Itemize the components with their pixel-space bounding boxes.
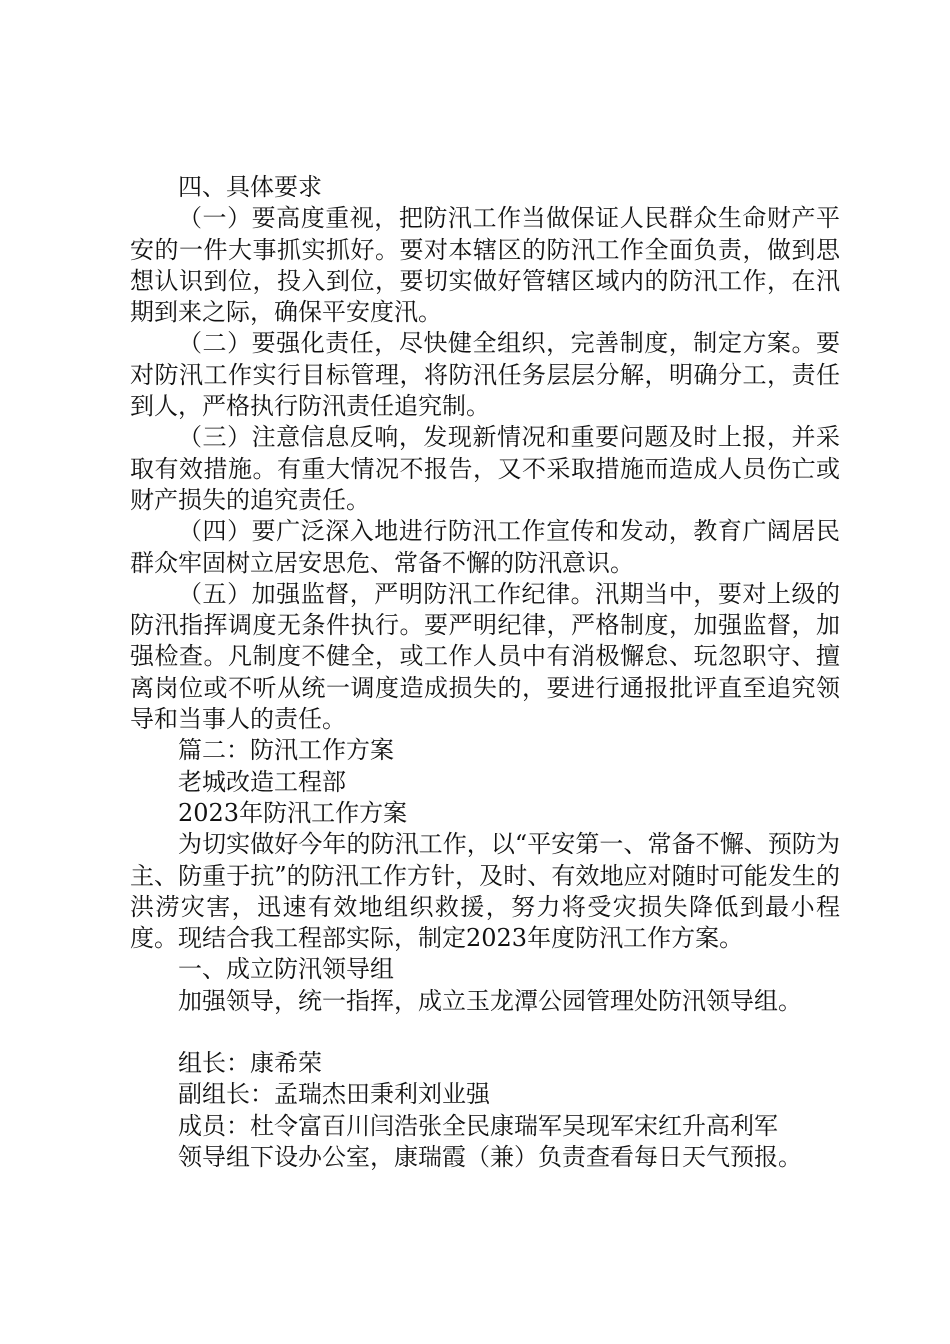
document-body xyxy=(130,172,840,1173)
requirement-item-5: （五）加强监督，严明防汛工作纪律。汛期当中，要对上级的防汛指挥调度无条件执行。要严明纪律，严格制度，加强监督，加强检查。凡制度不健全，或工作人员中有消极懈怠、玩忽职守、擅离岗位或不听从统一调度造成损失的，要进行通报批评直至追究领导和当事人的责任。 xyxy=(130,579,840,734)
group-leader: 组长：康希荣 xyxy=(178,1049,322,1078)
part-two-title: 篇二：防汛工作方案 xyxy=(178,736,394,765)
department-name: 老城改造工程部 xyxy=(178,767,346,796)
plan-intro: 为切实做好今年的防汛工作，以“平安第一、常备不懈、预防为主、防重于抗”的防汛工作方针，及时、有效地应对随时可能发生的洪涝灾害，迅速有效地组织救援，努力将受灾损失降低到最小程度。现结合我工程部实际，制定2023年度防汛工作方案。 xyxy=(130,830,840,953)
requirement-item-2: （二）要强化责任，尽快健全组织，完善制度，制定方案。要对防汛工作实行目标管理，将防汛任务层层分解，明确分工，责任到人，严格执行防汛责任追究制。 xyxy=(130,329,840,421)
section-one-text: 加强领导，统一指挥，成立玉龙潭公园管理处防汛领导组。 xyxy=(178,986,802,1015)
plan-title: 2023年防汛工作方案 xyxy=(178,798,408,827)
deputy-leaders: 副组长：孟瑞杰田秉利刘业强 xyxy=(178,1080,490,1109)
section-four-heading: 四、具体要求 xyxy=(178,173,322,201)
requirement-item-4: （四）要广泛深入地进行防汛工作宣传和发动，教育广阔居民群众牢固树立居安思危、常备不懈的防汛意识。 xyxy=(130,517,840,577)
blank-line xyxy=(130,1017,840,1048)
section-one-heading: 一、成立防汛领导组 xyxy=(178,955,394,984)
requirement-item-3: （三）注意信息反响，发现新情况和重要问题及时上报，并采取有效措施。有重大情况不报告，又不采取措施而造成人员伤亡或财产损失的追究责任。 xyxy=(130,423,840,514)
requirement-item-1: （一）要高度重视，把防汛工作当做保证人民群众生命财产平安的一件大事抓实抓好。要对本辖区的防汛工作全面负责，做到思想认识到位，投入到位，要切实做好管辖区域内的防汛工作，在汛期到来之际，确保平安度汛。 xyxy=(130,204,840,327)
group-members: 成员：杜令富百川闫浩张全民康瑞军吴现军宋红升高利军 xyxy=(178,1111,778,1140)
office-note: 领导组下设办公室，康瑞霞（兼）负责查看每日天气预报。 xyxy=(178,1142,802,1171)
